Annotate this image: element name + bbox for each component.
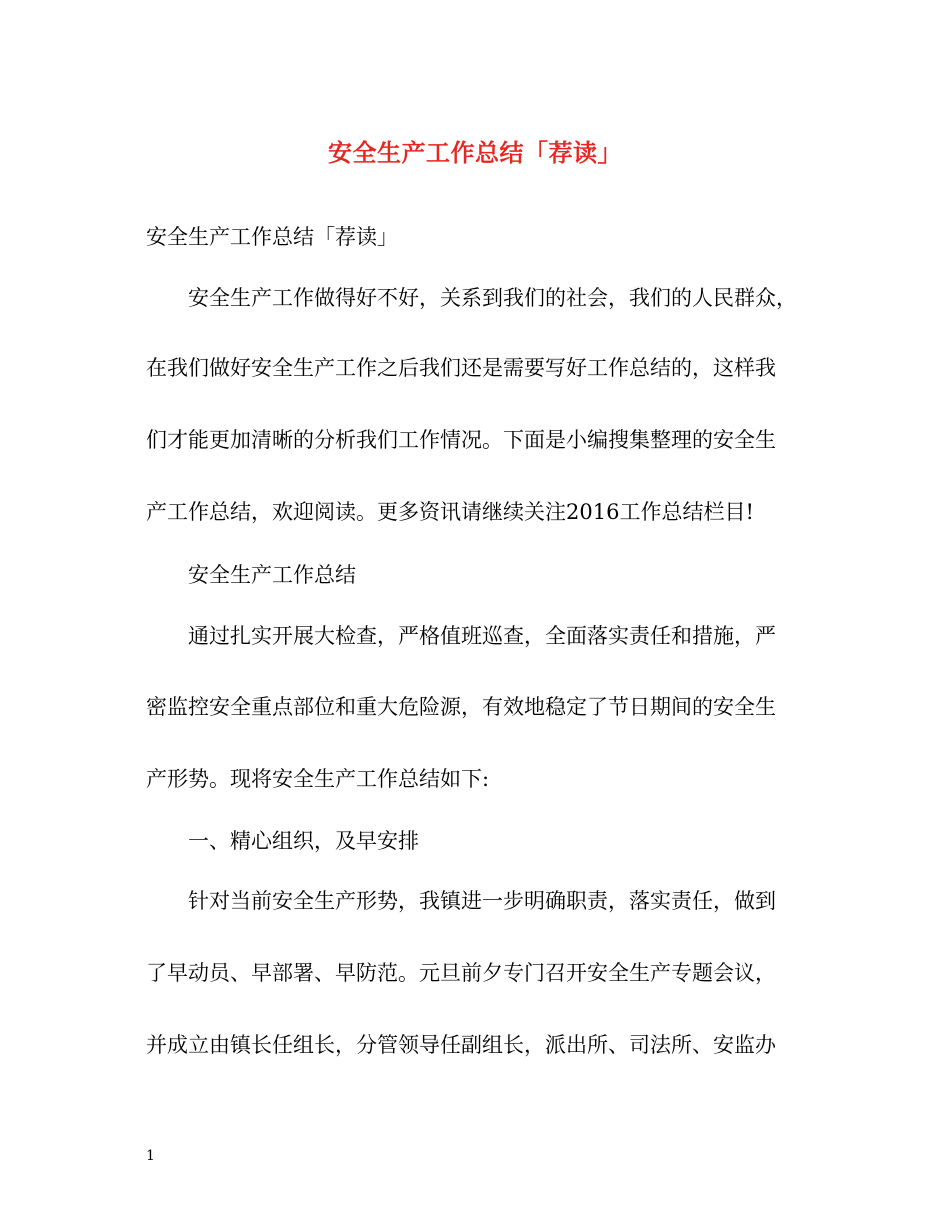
- section-heading: 安全生产工作总结: [188, 563, 356, 587]
- paragraph-line: 们才能更加清晰的分析我们工作情况。下面是小编搜集整理的安全生: [146, 428, 776, 452]
- paragraph-line: 在我们做好安全生产工作之后我们还是需要写好工作总结的，这样我: [146, 356, 776, 380]
- paragraph-line: 了早动员、早部署、早防范。元旦前夕专门召开安全生产专题会议，: [146, 961, 776, 985]
- page-number: 1: [146, 1148, 155, 1164]
- paragraph-line: 针对当前安全生产形势，我镇进一步明确职责，落实责任，做到: [188, 889, 776, 913]
- paragraph-line: 产工作总结，欢迎阅读。更多资讯请继续关注2016工作总结栏目!: [146, 500, 754, 524]
- paragraph-line: 密监控安全重点部位和重大危险源，有效地稳定了节日期间的安全生: [146, 695, 776, 719]
- paragraph-line: 通过扎实开展大检查，严格值班巡查，全面落实责任和措施，严: [188, 624, 776, 648]
- paragraph-line: 安全生产工作做得好不好，关系到我们的社会，我们的人民群众，: [188, 286, 797, 310]
- subtitle-line: 安全生产工作总结「荐读」: [146, 225, 398, 249]
- section-heading: 一、精心组织，及早安排: [188, 829, 419, 853]
- paragraph-line: 产形势。现将安全生产工作总结如下:: [146, 767, 490, 791]
- document-title: 安全生产工作总结「荐读」: [328, 138, 622, 167]
- paragraph-line: 并成立由镇长任组长，分管领导任副组长，派出所、司法所、安监办: [146, 1033, 776, 1057]
